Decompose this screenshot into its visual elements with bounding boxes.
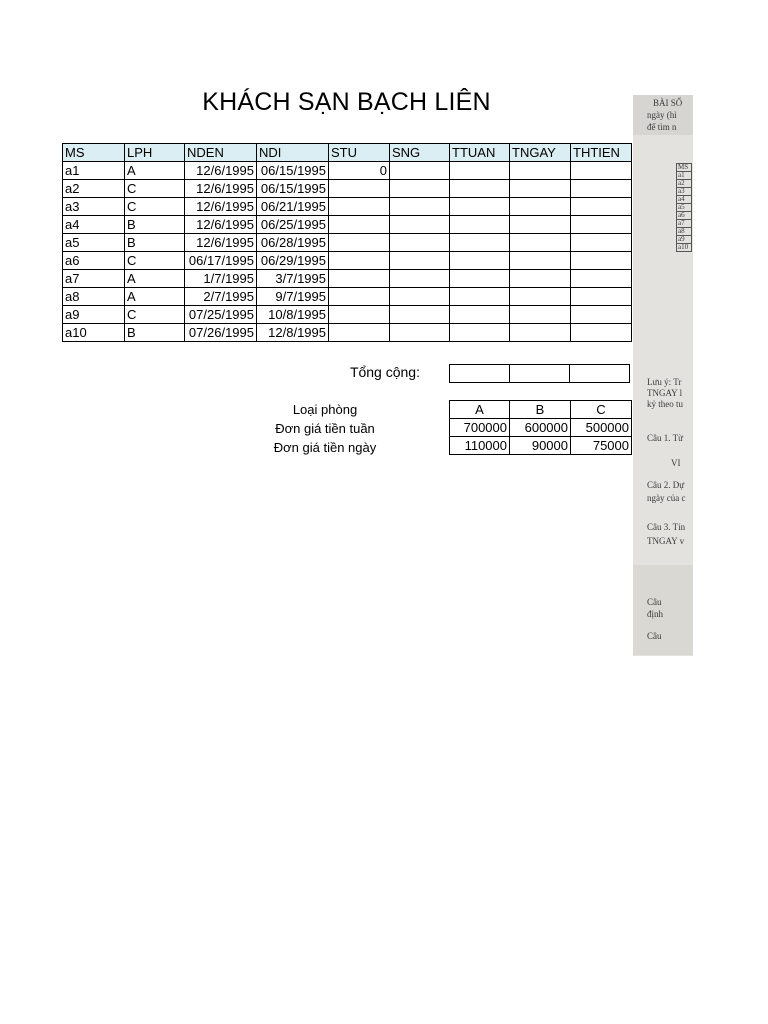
column-header-nden[interactable]: NDEN bbox=[185, 144, 257, 162]
table-cell-tngay[interactable] bbox=[510, 162, 571, 180]
photo-text-line: Câu bbox=[647, 631, 662, 641]
table-cell-ttuan[interactable] bbox=[450, 252, 510, 270]
table-cell-stu[interactable] bbox=[329, 180, 390, 198]
table-cell-sng[interactable] bbox=[390, 216, 450, 234]
table-cell-nden[interactable]: 2/7/1995 bbox=[185, 288, 257, 306]
table-cell-sng[interactable] bbox=[390, 270, 450, 288]
photo-mini-cell: a5 bbox=[677, 204, 692, 212]
table-cell-tngay[interactable] bbox=[510, 216, 571, 234]
table-cell-sng[interactable] bbox=[390, 324, 450, 342]
table-cell-ttuan[interactable] bbox=[450, 180, 510, 198]
table-cell-ms[interactable]: a4 bbox=[63, 216, 125, 234]
table-cell-tngay[interactable] bbox=[510, 198, 571, 216]
column-header-ms[interactable]: MS bbox=[63, 144, 125, 162]
daily-rate-b[interactable]: 90000 bbox=[510, 437, 571, 455]
table-header-row bbox=[63, 144, 632, 162]
table-cell-ttuan[interactable] bbox=[450, 270, 510, 288]
table-cell-tngay[interactable] bbox=[510, 180, 571, 198]
photo-mini-cell: a9 bbox=[677, 236, 692, 244]
total-label: Tổng cộng: bbox=[349, 364, 420, 380]
table-cell-ndi[interactable]: 9/7/1995 bbox=[257, 288, 329, 306]
room-type-b[interactable]: B bbox=[510, 401, 571, 419]
exercise-photo bbox=[633, 95, 693, 656]
column-header-ndi[interactable]: NDI bbox=[257, 144, 329, 162]
table-cell-ttuan[interactable] bbox=[450, 216, 510, 234]
daily-rate-a[interactable]: 110000 bbox=[450, 437, 510, 455]
photo-text-line: Câu 2. Dự bbox=[647, 480, 685, 490]
table-cell-thtien[interactable] bbox=[571, 306, 632, 324]
table-cell-stu[interactable] bbox=[329, 234, 390, 252]
table-row bbox=[63, 270, 632, 288]
table-row bbox=[63, 324, 632, 342]
table-cell-stu[interactable]: 0 bbox=[329, 162, 390, 180]
table-cell-ms[interactable]: a9 bbox=[63, 306, 125, 324]
table-cell-ndi[interactable]: 06/15/1995 bbox=[257, 180, 329, 198]
table-cell-ndi[interactable]: 06/25/1995 bbox=[257, 216, 329, 234]
photo-mini-cell: a1 bbox=[677, 172, 692, 180]
table-cell-tngay[interactable] bbox=[510, 234, 571, 252]
table-cell-nden[interactable]: 12/6/1995 bbox=[185, 180, 257, 198]
table-cell-ms[interactable]: a1 bbox=[63, 162, 125, 180]
weekly-rate-row bbox=[450, 419, 632, 437]
column-header-stu[interactable]: STU bbox=[329, 144, 390, 162]
table-cell-thtien[interactable] bbox=[571, 270, 632, 288]
table-cell-tngay[interactable] bbox=[510, 252, 571, 270]
table-cell-ndi[interactable]: 06/15/1995 bbox=[257, 162, 329, 180]
daily-rate-c[interactable]: 75000 bbox=[571, 437, 632, 455]
total-tngay-cell[interactable] bbox=[510, 365, 570, 383]
table-row bbox=[63, 252, 632, 270]
photo-text-line: kỷ theo tu bbox=[647, 399, 683, 409]
table-cell-thtien[interactable] bbox=[571, 288, 632, 306]
table-cell-sng[interactable] bbox=[390, 252, 450, 270]
weekly-rate-b[interactable]: 600000 bbox=[510, 419, 571, 437]
sheet-title: KHÁCH SẠN BẠCH LIÊN bbox=[202, 88, 491, 116]
column-header-tngay[interactable]: TNGAY bbox=[510, 144, 571, 162]
photo-mini-cell: a6 bbox=[677, 212, 692, 220]
table-cell-ttuan[interactable] bbox=[450, 234, 510, 252]
room-type-label: Loại phòng bbox=[292, 402, 358, 417]
total-ttuan-cell[interactable] bbox=[450, 365, 510, 383]
daily-rate-label: Đơn giá tiền ngày bbox=[273, 440, 377, 455]
table-cell-sng[interactable] bbox=[390, 288, 450, 306]
table-row bbox=[63, 288, 632, 306]
column-header-sng[interactable]: SNG bbox=[390, 144, 450, 162]
weekly-rate-label: Đơn giá tiền tuần bbox=[275, 421, 375, 436]
table-cell-ndi[interactable]: 10/8/1995 bbox=[257, 306, 329, 324]
table-cell-thtien[interactable] bbox=[571, 324, 632, 342]
weekly-rate-a[interactable]: 700000 bbox=[450, 419, 510, 437]
table-cell-lph[interactable]: C bbox=[125, 252, 185, 270]
table-cell-stu[interactable] bbox=[329, 252, 390, 270]
table-cell-thtien[interactable] bbox=[571, 180, 632, 198]
table-cell-lph[interactable]: C bbox=[125, 180, 185, 198]
daily-rate-row bbox=[450, 437, 632, 455]
column-header-thtien[interactable]: THTIEN bbox=[571, 144, 632, 162]
photo-mini-cell: a7 bbox=[677, 220, 692, 228]
table-cell-lph[interactable]: B bbox=[125, 234, 185, 252]
table-cell-ms[interactable]: a8 bbox=[63, 288, 125, 306]
table-cell-tngay[interactable] bbox=[510, 288, 571, 306]
table-cell-stu[interactable] bbox=[329, 288, 390, 306]
table-cell-tngay[interactable] bbox=[510, 324, 571, 342]
table-cell-ndi[interactable]: 3/7/1995 bbox=[257, 270, 329, 288]
table-cell-sng[interactable] bbox=[390, 162, 450, 180]
table-cell-ndi[interactable]: 06/29/1995 bbox=[257, 252, 329, 270]
photo-mini-cell: MS bbox=[677, 164, 692, 172]
photo-mini-table bbox=[676, 163, 692, 252]
table-cell-lph[interactable]: C bbox=[125, 306, 185, 324]
table-cell-nden[interactable]: 12/6/1995 bbox=[185, 198, 257, 216]
photo-mini-cell: a4 bbox=[677, 196, 692, 204]
table-row bbox=[63, 198, 632, 216]
table-cell-sng[interactable] bbox=[390, 306, 450, 324]
table-cell-stu[interactable] bbox=[329, 216, 390, 234]
table-cell-ttuan[interactable] bbox=[450, 324, 510, 342]
rates-labels bbox=[230, 400, 420, 457]
table-cell-nden[interactable]: 12/6/1995 bbox=[185, 216, 257, 234]
table-cell-sng[interactable] bbox=[390, 198, 450, 216]
rate-table bbox=[449, 400, 632, 455]
table-cell-lph[interactable]: C bbox=[125, 198, 185, 216]
table-cell-lph[interactable]: B bbox=[125, 216, 185, 234]
table-cell-ttuan[interactable] bbox=[450, 198, 510, 216]
room-type-a[interactable]: A bbox=[450, 401, 510, 419]
table-cell-ttuan[interactable] bbox=[450, 162, 510, 180]
photo-text-line: Câu 1. Từ bbox=[647, 433, 683, 443]
table-cell-nden[interactable]: 07/25/1995 bbox=[185, 306, 257, 324]
photo-text-line: Câu bbox=[647, 597, 662, 607]
photo-text-line: ngày của c bbox=[647, 493, 686, 503]
table-cell-stu[interactable] bbox=[329, 324, 390, 342]
table-cell-lph[interactable]: B bbox=[125, 324, 185, 342]
table-cell-ndi[interactable]: 12/8/1995 bbox=[257, 324, 329, 342]
table-cell-ms[interactable]: a10 bbox=[63, 324, 125, 342]
photo-text-line: TNGAY v bbox=[647, 536, 685, 546]
table-row bbox=[63, 306, 632, 324]
table-cell-lph[interactable]: A bbox=[125, 288, 185, 306]
photo-mini-cell: a2 bbox=[677, 180, 692, 188]
table-cell-ms[interactable]: a5 bbox=[63, 234, 125, 252]
photo-mini-cell: a3 bbox=[677, 188, 692, 196]
table-cell-tngay[interactable] bbox=[510, 306, 571, 324]
table-row bbox=[63, 162, 632, 180]
table-cell-ms[interactable]: a7 bbox=[63, 270, 125, 288]
table-cell-tngay[interactable] bbox=[510, 270, 571, 288]
photo-text-line: Câu 3. Tín bbox=[647, 522, 686, 532]
table-cell-nden[interactable]: 1/7/1995 bbox=[185, 270, 257, 288]
table-cell-ndi[interactable]: 06/28/1995 bbox=[257, 234, 329, 252]
table-cell-ndi[interactable]: 06/21/1995 bbox=[257, 198, 329, 216]
table-cell-thtien[interactable] bbox=[571, 216, 632, 234]
photo-text-line: Lưu ý: Tr bbox=[647, 377, 682, 387]
booking-table bbox=[62, 143, 632, 342]
table-cell-stu[interactable] bbox=[329, 306, 390, 324]
table-cell-ms[interactable]: a2 bbox=[63, 180, 125, 198]
table-row bbox=[63, 234, 632, 252]
table-cell-lph[interactable]: A bbox=[125, 270, 185, 288]
photo-text-line: BÀI SỐ bbox=[653, 98, 683, 108]
room-type-c[interactable]: C bbox=[571, 401, 632, 419]
table-cell-ttuan[interactable] bbox=[450, 288, 510, 306]
room-type-row bbox=[450, 401, 632, 419]
table-cell-lph[interactable]: A bbox=[125, 162, 185, 180]
table-cell-thtien[interactable] bbox=[571, 162, 632, 180]
table-cell-sng[interactable] bbox=[390, 234, 450, 252]
table-cell-thtien[interactable] bbox=[571, 198, 632, 216]
photo-text-line: VI bbox=[671, 458, 681, 468]
photo-text-line: để tìm n bbox=[647, 122, 677, 132]
table-cell-ttuan[interactable] bbox=[450, 306, 510, 324]
table-cell-nden[interactable]: 07/26/1995 bbox=[185, 324, 257, 342]
table-row bbox=[63, 216, 632, 234]
total-row bbox=[449, 364, 630, 383]
column-header-ttuan[interactable]: TTUAN bbox=[450, 144, 510, 162]
table-cell-thtien[interactable] bbox=[571, 234, 632, 252]
table-cell-thtien[interactable] bbox=[571, 252, 632, 270]
table-cell-nden[interactable]: 12/6/1995 bbox=[185, 162, 257, 180]
photo-text-line: TNGAY l bbox=[647, 388, 683, 398]
total-thtien-cell[interactable] bbox=[570, 365, 630, 383]
photo-text-line: ngày (hì bbox=[647, 110, 677, 120]
column-header-lph[interactable]: LPH bbox=[125, 144, 185, 162]
table-cell-stu[interactable] bbox=[329, 270, 390, 288]
table-cell-nden[interactable]: 12/6/1995 bbox=[185, 234, 257, 252]
table-row bbox=[63, 180, 632, 198]
table-cell-sng[interactable] bbox=[390, 180, 450, 198]
table-cell-nden[interactable]: 06/17/1995 bbox=[185, 252, 257, 270]
table-cell-ms[interactable]: a6 bbox=[63, 252, 125, 270]
table-cell-ms[interactable]: a3 bbox=[63, 198, 125, 216]
table-cell-stu[interactable] bbox=[329, 198, 390, 216]
photo-mini-cell: a10 bbox=[677, 244, 692, 252]
photo-text-line: định bbox=[647, 609, 664, 619]
photo-mini-cell: a8 bbox=[677, 228, 692, 236]
weekly-rate-c[interactable]: 500000 bbox=[571, 419, 632, 437]
